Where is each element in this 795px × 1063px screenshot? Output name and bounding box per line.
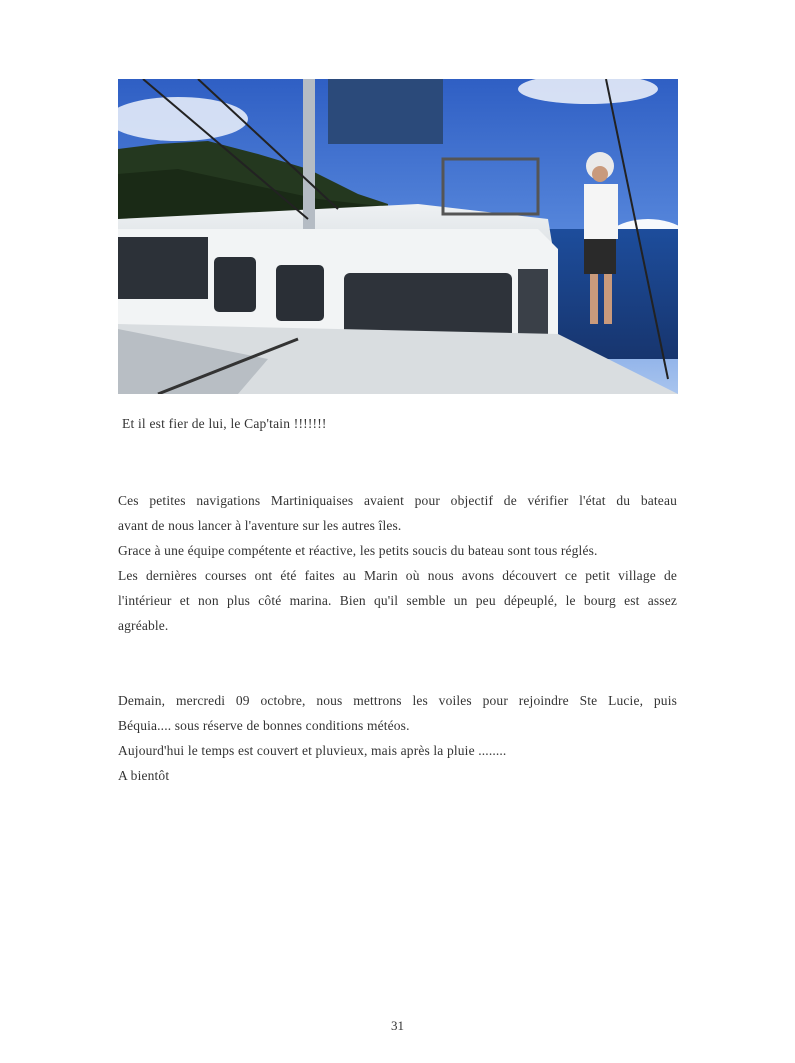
text-line: Demain, mercredi 09 octobre, nous mettrons les voiles pour rejoindre Ste Lucie, puis [118, 693, 677, 708]
text-line: Béquia.... sous réserve de bonnes conditions météos. [118, 718, 410, 733]
text-line: Les dernières courses ont été faites au Marin où nous avons découvert ce petit village de [118, 568, 677, 583]
text-line: A bientôt [118, 768, 170, 783]
text-line: Grace à une équipe compétente et réactive, les petits soucis du bateau sont tous réglés. [118, 543, 598, 558]
paragraph-next-steps [118, 688, 677, 788]
text-line: Aujourd'hui le temps est couvert et pluvieux, mais après la pluie ........ [118, 743, 507, 758]
text-line: avant de nous lancer à l'aventure sur les autres îles. [118, 518, 402, 533]
paragraph-preparation [118, 488, 677, 638]
text-line: l'intérieur et non plus côté marina. Bien qu'il semble un peu dépeuplé, le bourg est assez [118, 593, 677, 608]
page-number: 31 [391, 1018, 404, 1033]
text-line: Ces petites navigations Martiniquaises avaient pour objectif de vérifier l'état du bateau [118, 493, 677, 508]
text-line: agréable. [118, 618, 169, 633]
photo-caption: Et il est fier de lui, le Cap'tain !!!!!!! [122, 416, 327, 431]
catamaran-photo [118, 79, 678, 394]
